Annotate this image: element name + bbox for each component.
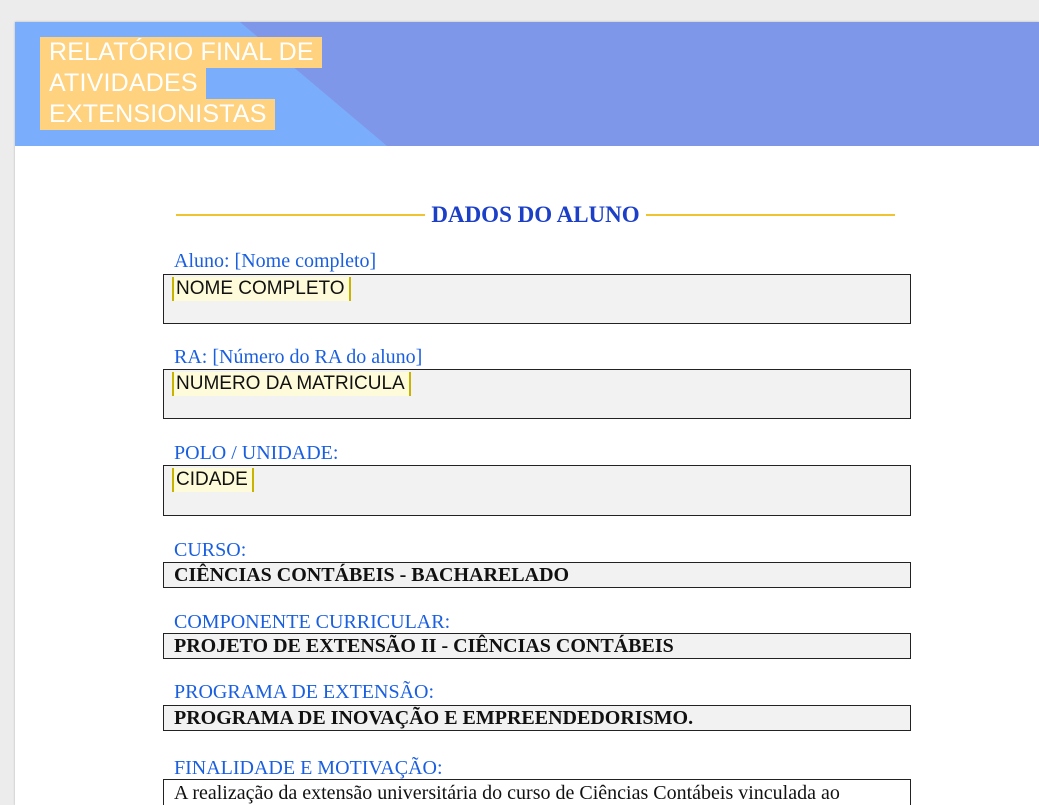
programa-value: PROGRAMA DE INOVAÇÃO E EMPREENDEDORISMO. xyxy=(174,707,694,729)
report-title xyxy=(40,37,322,130)
report-title-line-1: RELATÓRIO FINAL DE xyxy=(40,37,322,68)
document-page xyxy=(15,22,1039,805)
report-title-line-3: EXTENSIONISTAS xyxy=(40,99,275,130)
polo-placeholder[interactable]: CIDADE xyxy=(172,468,254,492)
ra-label: RA: [Número do RA do aluno] xyxy=(174,346,423,368)
curso-label: CURSO: xyxy=(174,539,247,561)
report-title-line-2: ATIVIDADES xyxy=(40,68,206,99)
polo-label: POLO / UNIDADE: xyxy=(174,442,339,464)
polo-field[interactable] xyxy=(163,465,911,516)
aluno-placeholder[interactable]: NOME COMPLETO xyxy=(172,277,351,301)
ra-field[interactable] xyxy=(163,369,911,419)
curso-field[interactable] xyxy=(163,562,911,588)
section-heading xyxy=(176,200,895,230)
header-banner xyxy=(15,22,1039,146)
finalidade-label: FINALIDADE E MOTIVAÇÃO: xyxy=(174,757,443,779)
curso-value: CIÊNCIAS CONTÁBEIS - BACHARELADO xyxy=(174,564,570,586)
heading-rule-right xyxy=(646,214,895,216)
aluno-label: Aluno: [Nome completo] xyxy=(174,250,377,272)
componente-value: PROJETO DE EXTENSÃO II - CIÊNCIAS CONTÁBEIS xyxy=(174,635,674,657)
section-title: DADOS DO ALUNO xyxy=(431,202,640,227)
finalidade-field[interactable] xyxy=(163,779,911,805)
componente-label: COMPONENTE CURRICULAR: xyxy=(174,611,451,633)
heading-rule-left xyxy=(176,214,425,216)
finalidade-text: A realização da extensão universitária do curso de Ciências Contábeis vinculada ao xyxy=(174,782,840,804)
programa-label: PROGRAMA DE EXTENSÃO: xyxy=(174,681,435,703)
ra-placeholder[interactable]: NUMERO DA MATRICULA xyxy=(172,372,411,396)
programa-field[interactable] xyxy=(163,705,911,731)
aluno-field[interactable] xyxy=(163,274,911,324)
componente-field[interactable] xyxy=(163,633,911,659)
